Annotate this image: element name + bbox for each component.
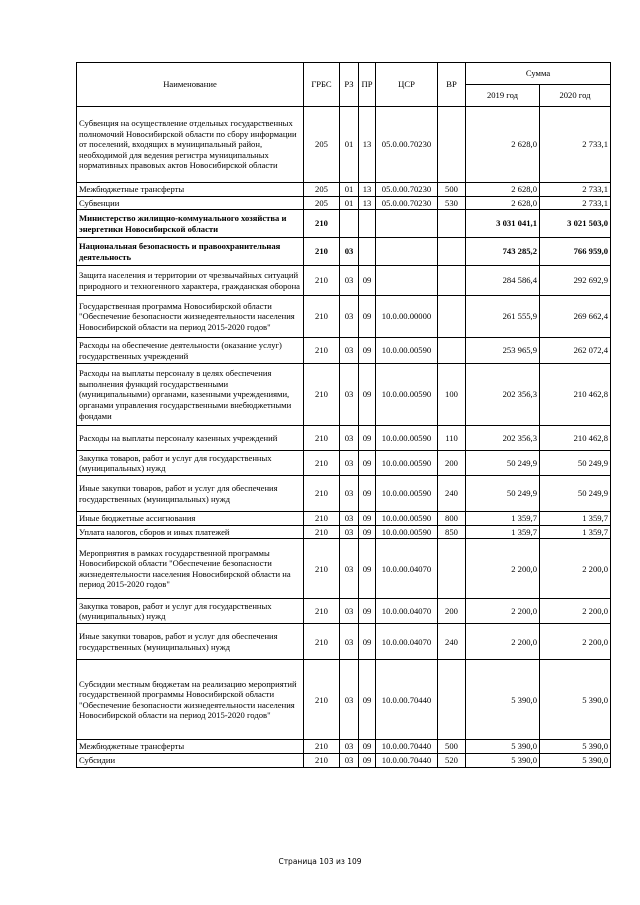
table-cell-vr bbox=[438, 660, 466, 740]
table-cell-csr bbox=[376, 210, 438, 238]
table-cell-rz: 03 bbox=[340, 525, 359, 539]
table-cell-csr bbox=[376, 238, 438, 266]
table-cell-2020: 5 390,0 bbox=[540, 660, 611, 740]
table-cell-rz: 03 bbox=[340, 512, 359, 526]
table-cell-2019: 1 359,7 bbox=[466, 512, 540, 526]
table-row bbox=[77, 238, 611, 266]
table-cell-csr bbox=[376, 266, 438, 296]
table-cell-grbs: 210 bbox=[304, 539, 340, 599]
table-cell-rz: 03 bbox=[340, 338, 359, 364]
table-cell-grbs: 205 bbox=[304, 183, 340, 197]
table-cell-grbs: 210 bbox=[304, 525, 340, 539]
table-cell-name: Закупка товаров, работ и услуг для государственных (муниципальных) нужд bbox=[77, 599, 304, 624]
table-row bbox=[77, 753, 611, 767]
table-cell-name: Уплата налогов, сборов и иных платежей bbox=[77, 525, 304, 539]
table-cell-name: Субвенции bbox=[77, 196, 304, 210]
table-cell-csr: 10.0.00.04070 bbox=[376, 539, 438, 599]
table-cell-2019: 253 965,9 bbox=[466, 338, 540, 364]
table-cell-csr: 10.0.00.70440 bbox=[376, 740, 438, 754]
table-cell-2019: 2 200,0 bbox=[466, 539, 540, 599]
table-cell-pr: 09 bbox=[359, 660, 376, 740]
table-cell-rz: 01 bbox=[340, 183, 359, 197]
table-cell-2020: 5 390,0 bbox=[540, 740, 611, 754]
table-cell-grbs: 210 bbox=[304, 753, 340, 767]
header-vr: ВР bbox=[438, 63, 466, 107]
table-cell-vr: 110 bbox=[438, 426, 466, 451]
table-cell-grbs: 210 bbox=[304, 476, 340, 512]
table-cell-pr: 09 bbox=[359, 753, 376, 767]
table-cell-pr: 09 bbox=[359, 740, 376, 754]
table-cell-rz: 03 bbox=[340, 740, 359, 754]
table-row bbox=[77, 426, 611, 451]
table-cell-2020: 2 733,1 bbox=[540, 107, 611, 183]
table-row bbox=[77, 364, 611, 426]
table-cell-vr: 200 bbox=[438, 599, 466, 624]
table-cell-name: Субвенция на осуществление отдельных государственных полномочий Новосибирской области по сбору информации от поселений, входящих в муниципальный район, необходимой для ведения регистра муниципальных нормативных правовых актов Новосибирской области bbox=[77, 107, 304, 183]
table-cell-vr: 200 bbox=[438, 451, 466, 476]
table-cell-vr bbox=[438, 266, 466, 296]
table-header bbox=[77, 63, 611, 107]
table-cell-vr: 520 bbox=[438, 753, 466, 767]
header-year-2019: 2019 год bbox=[466, 85, 540, 107]
table-cell-csr: 05.0.00.70230 bbox=[376, 196, 438, 210]
page-footer: Страница 103 из 109 bbox=[278, 857, 362, 866]
table-cell-vr: 100 bbox=[438, 364, 466, 426]
table-row bbox=[77, 183, 611, 197]
table-cell-vr: 800 bbox=[438, 512, 466, 526]
header-rz: РЗ bbox=[340, 63, 359, 107]
table-cell-2019: 2 628,0 bbox=[466, 196, 540, 210]
table-cell-name: Межбюджетные трансферты bbox=[77, 183, 304, 197]
table-cell-csr: 10.0.00.00590 bbox=[376, 451, 438, 476]
table-row bbox=[77, 107, 611, 183]
table-cell-2020: 3 021 503,0 bbox=[540, 210, 611, 238]
table-row bbox=[77, 539, 611, 599]
table-cell-vr bbox=[438, 107, 466, 183]
table-cell-2020: 2 200,0 bbox=[540, 539, 611, 599]
table-cell-pr: 09 bbox=[359, 624, 376, 660]
header-pr: ПР bbox=[359, 63, 376, 107]
table-cell-name: Иные бюджетные ассигнования bbox=[77, 512, 304, 526]
table-cell-csr: 10.0.00.00590 bbox=[376, 426, 438, 451]
table-cell-2019: 2 200,0 bbox=[466, 624, 540, 660]
table-cell-csr: 10.0.00.00590 bbox=[376, 476, 438, 512]
table-cell-grbs: 210 bbox=[304, 624, 340, 660]
table-cell-vr: 240 bbox=[438, 476, 466, 512]
table-cell-2020: 292 692,9 bbox=[540, 266, 611, 296]
table-cell-rz: 03 bbox=[340, 266, 359, 296]
table-row bbox=[77, 476, 611, 512]
table-cell-vr bbox=[438, 338, 466, 364]
table-cell-pr bbox=[359, 238, 376, 266]
table-cell-2020: 1 359,7 bbox=[540, 512, 611, 526]
table-cell-name: Расходы на выплаты персоналу казенных учреждений bbox=[77, 426, 304, 451]
table-cell-grbs: 210 bbox=[304, 338, 340, 364]
table-cell-vr bbox=[438, 539, 466, 599]
table-cell-vr: 530 bbox=[438, 196, 466, 210]
table-cell-grbs: 210 bbox=[304, 451, 340, 476]
table-cell-pr: 13 bbox=[359, 196, 376, 210]
table-cell-csr: 10.0.00.04070 bbox=[376, 599, 438, 624]
table-cell-grbs: 210 bbox=[304, 599, 340, 624]
table-cell-name: Субсидии bbox=[77, 753, 304, 767]
table-cell-name: Субсидии местным бюджетам на реализацию мероприятий государственной программы Новосибирской области "Обеспечение безопасности жизнедеятельности населения Новосибирской области на период 2015-2020 годов" bbox=[77, 660, 304, 740]
table-cell-vr: 240 bbox=[438, 624, 466, 660]
table-cell-rz: 03 bbox=[340, 539, 359, 599]
table-cell-2019: 284 586,4 bbox=[466, 266, 540, 296]
table-cell-name: Расходы на обеспечение деятельности (оказание услуг) государственных учреждений bbox=[77, 338, 304, 364]
table-cell-pr: 09 bbox=[359, 338, 376, 364]
table-cell-2019: 261 555,9 bbox=[466, 296, 540, 338]
table-cell-rz: 03 bbox=[340, 660, 359, 740]
table-cell-2020: 2 200,0 bbox=[540, 599, 611, 624]
table-cell-2019: 5 390,0 bbox=[466, 740, 540, 754]
header-year-2020: 2020 год bbox=[540, 85, 611, 107]
table-cell-name: Иные закупки товаров, работ и услуг для обеспечения государственных (муниципальных) нужд bbox=[77, 624, 304, 660]
header-sum: Сумма bbox=[466, 63, 611, 85]
table-cell-2019: 743 285,2 bbox=[466, 238, 540, 266]
table-cell-2020: 210 462,8 bbox=[540, 364, 611, 426]
table-cell-grbs: 210 bbox=[304, 512, 340, 526]
table-row bbox=[77, 624, 611, 660]
table-cell-csr: 05.0.00.70230 bbox=[376, 107, 438, 183]
table-cell-pr: 13 bbox=[359, 183, 376, 197]
table-cell-2020: 5 390,0 bbox=[540, 753, 611, 767]
table-cell-pr: 09 bbox=[359, 426, 376, 451]
table-cell-2020: 50 249,9 bbox=[540, 476, 611, 512]
table-row bbox=[77, 660, 611, 740]
table-cell-2019: 5 390,0 bbox=[466, 753, 540, 767]
table-cell-2019: 2 628,0 bbox=[466, 183, 540, 197]
table-row bbox=[77, 338, 611, 364]
table-cell-rz: 03 bbox=[340, 599, 359, 624]
table-cell-rz: 03 bbox=[340, 296, 359, 338]
table-cell-csr: 10.0.00.00590 bbox=[376, 525, 438, 539]
table-cell-csr: 10.0.00.00590 bbox=[376, 338, 438, 364]
table-cell-2019: 3 031 041,1 bbox=[466, 210, 540, 238]
table-cell-csr: 10.0.00.70440 bbox=[376, 660, 438, 740]
table-cell-rz: 03 bbox=[340, 753, 359, 767]
table-cell-vr: 500 bbox=[438, 740, 466, 754]
table-row bbox=[77, 525, 611, 539]
table-cell-rz: 03 bbox=[340, 451, 359, 476]
table-cell-2020: 2 733,1 bbox=[540, 196, 611, 210]
table-cell-rz: 03 bbox=[340, 238, 359, 266]
table-cell-name: Государственная программа Новосибирской области "Обеспечение безопасности жизнедеятельности населения Новосибирской области на период 2015-2020 годов" bbox=[77, 296, 304, 338]
table-cell-grbs: 210 bbox=[304, 364, 340, 426]
table-cell-name: Защита населения и территории от чрезвычайных ситуаций природного и техногенного характера, гражданская оборона bbox=[77, 266, 304, 296]
table-cell-pr: 09 bbox=[359, 476, 376, 512]
table-row bbox=[77, 296, 611, 338]
table-row bbox=[77, 451, 611, 476]
table-cell-2020: 210 462,8 bbox=[540, 426, 611, 451]
table-row bbox=[77, 266, 611, 296]
table-cell-2020: 262 072,4 bbox=[540, 338, 611, 364]
table-cell-csr: 10.0.00.00000 bbox=[376, 296, 438, 338]
table-cell-2019: 50 249,9 bbox=[466, 476, 540, 512]
table-row bbox=[77, 599, 611, 624]
table-cell-2019: 5 390,0 bbox=[466, 660, 540, 740]
table-row bbox=[77, 210, 611, 238]
table-cell-grbs: 210 bbox=[304, 296, 340, 338]
table-cell-grbs: 205 bbox=[304, 196, 340, 210]
table-cell-name: Расходы на выплаты персоналу в целях обеспечения выполнения функций государственными (муниципальными) органами, казенными учреждениями, органами управления государственными внебюджетными фондами bbox=[77, 364, 304, 426]
table-cell-rz: 03 bbox=[340, 426, 359, 451]
table-cell-rz: 01 bbox=[340, 196, 359, 210]
table-cell-csr: 10.0.00.00590 bbox=[376, 364, 438, 426]
table-cell-2019: 2 200,0 bbox=[466, 599, 540, 624]
table-cell-pr: 09 bbox=[359, 451, 376, 476]
table-cell-pr: 09 bbox=[359, 266, 376, 296]
table-cell-pr: 09 bbox=[359, 539, 376, 599]
table-row bbox=[77, 196, 611, 210]
table-cell-grbs: 210 bbox=[304, 740, 340, 754]
table-cell-pr: 09 bbox=[359, 525, 376, 539]
table-cell-name: Закупка товаров, работ и услуг для государственных (муниципальных) нужд bbox=[77, 451, 304, 476]
table-cell-pr: 09 bbox=[359, 599, 376, 624]
budget-table bbox=[76, 62, 611, 768]
table-cell-2020: 766 959,0 bbox=[540, 238, 611, 266]
table-cell-name: Межбюджетные трансферты bbox=[77, 740, 304, 754]
table-cell-2020: 269 662,4 bbox=[540, 296, 611, 338]
table-cell-name: Иные закупки товаров, работ и услуг для обеспечения государственных (муниципальных) нужд bbox=[77, 476, 304, 512]
table-cell-grbs: 210 bbox=[304, 426, 340, 451]
table-cell-vr bbox=[438, 210, 466, 238]
header-grbs: ГРБС bbox=[304, 63, 340, 107]
table-cell-pr: 09 bbox=[359, 364, 376, 426]
table-cell-grbs: 210 bbox=[304, 266, 340, 296]
table-cell-name: Мероприятия в рамках государственной программы Новосибирской области "Обеспечение безопасности жизнедеятельности населения Новосибирской области на период 2015-2020 годов" bbox=[77, 539, 304, 599]
table-cell-2019: 2 628,0 bbox=[466, 107, 540, 183]
table-cell-grbs: 210 bbox=[304, 238, 340, 266]
table-row bbox=[77, 740, 611, 754]
table-row bbox=[77, 512, 611, 526]
table-cell-2019: 202 356,3 bbox=[466, 364, 540, 426]
table-cell-csr: 05.0.00.70230 bbox=[376, 183, 438, 197]
table-cell-2019: 1 359,7 bbox=[466, 525, 540, 539]
table-cell-pr bbox=[359, 210, 376, 238]
table-cell-rz: 03 bbox=[340, 624, 359, 660]
table-cell-csr: 10.0.00.00590 bbox=[376, 512, 438, 526]
table-cell-rz: 01 bbox=[340, 107, 359, 183]
header-csr: ЦСР bbox=[376, 63, 438, 107]
table-cell-pr: 09 bbox=[359, 512, 376, 526]
table-cell-csr: 10.0.00.70440 bbox=[376, 753, 438, 767]
table-cell-csr: 10.0.00.04070 bbox=[376, 624, 438, 660]
table-cell-vr: 850 bbox=[438, 525, 466, 539]
table-cell-2019: 202 356,3 bbox=[466, 426, 540, 451]
table-cell-2019: 50 249,9 bbox=[466, 451, 540, 476]
table-cell-rz: 03 bbox=[340, 364, 359, 426]
table-cell-vr bbox=[438, 238, 466, 266]
table-cell-grbs: 210 bbox=[304, 660, 340, 740]
table-cell-vr: 500 bbox=[438, 183, 466, 197]
table-cell-rz: 03 bbox=[340, 476, 359, 512]
table-cell-name: Национальная безопасность и правоохранительная деятельность bbox=[77, 238, 304, 266]
table-cell-vr bbox=[438, 296, 466, 338]
table-cell-pr: 13 bbox=[359, 107, 376, 183]
table-cell-2020: 1 359,7 bbox=[540, 525, 611, 539]
table-cell-grbs: 205 bbox=[304, 107, 340, 183]
table-cell-pr: 09 bbox=[359, 296, 376, 338]
header-name: Наименование bbox=[77, 63, 304, 107]
table-cell-2020: 2 733,1 bbox=[540, 183, 611, 197]
table-cell-2020: 50 249,9 bbox=[540, 451, 611, 476]
table-cell-rz bbox=[340, 210, 359, 238]
table-body bbox=[77, 107, 611, 768]
table-cell-name: Министерство жилищно-коммунального хозяйства и энергетики Новосибирской области bbox=[77, 210, 304, 238]
table-cell-grbs: 210 bbox=[304, 210, 340, 238]
table-cell-2020: 2 200,0 bbox=[540, 624, 611, 660]
